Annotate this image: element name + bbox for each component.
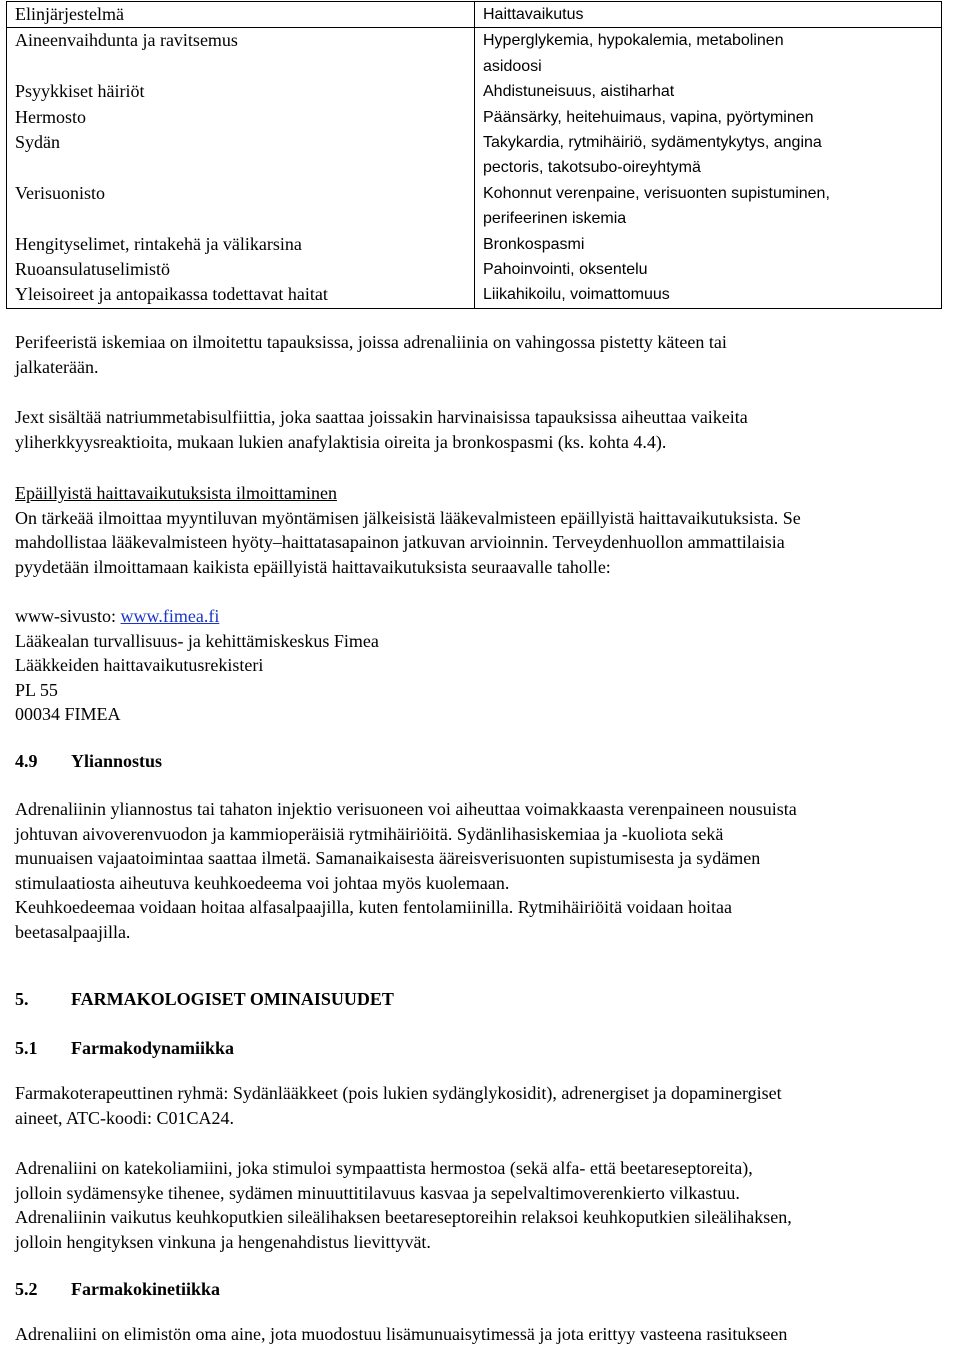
organ-spacer bbox=[15, 206, 466, 231]
adverse-effects-table bbox=[6, 1, 942, 309]
fimea-link[interactable]: www.fimea.fi bbox=[120, 606, 220, 626]
address-line: Lääkkeiden haittavaikutusrekisteri bbox=[15, 655, 264, 676]
section-number: 5. bbox=[15, 989, 29, 1009]
effect-item: Kohonnut verenpaine, verisuonten supistuminen, bbox=[483, 184, 830, 202]
effect-item: asidoosi bbox=[483, 57, 542, 75]
contact-block bbox=[15, 604, 379, 727]
paragraph-line: Jext sisältää natriummetabisulfiittia, joka saattaa joissakin harvinaisissa tapauksissa aiheuttaa vaikeita bbox=[15, 407, 748, 427]
address-line: PL 55 bbox=[15, 679, 58, 700]
section-5-1-heading bbox=[15, 1038, 234, 1059]
effect-item: Ahdistuneisuus, aistiharhat bbox=[483, 83, 675, 101]
paragraph-line: Adrenaliinin vaikutus keuhkoputkien sileälihaksen beetareseptoreihin relaksoi keuhkoputkien sileälihaksen, bbox=[15, 1207, 792, 1228]
header-adverse-effect: Haittavaikutus bbox=[475, 2, 942, 28]
organ-item: Hermosto bbox=[15, 106, 86, 127]
paragraph-line: jalkaterään. bbox=[15, 356, 99, 377]
effect-item: Päänsärky, heitehuimaus, vapina, pyörtyminen bbox=[483, 108, 814, 126]
organ-item: Hengityselimet, rintakehä ja välikarsina bbox=[15, 233, 302, 254]
adverse-effect-cell bbox=[475, 28, 942, 308]
website-label: www-sivusto: bbox=[15, 606, 121, 626]
section-title: Farmakokinetiikka bbox=[71, 1279, 221, 1299]
section-5-2-heading bbox=[15, 1279, 220, 1300]
paragraph-line: pyydetään ilmoittamaan kaikista epäillyistä haittavaikutuksista seuraavalle taholle: bbox=[15, 556, 611, 577]
section-number: 5.1 bbox=[15, 1038, 38, 1058]
effect-item: Takykardia, rytmihäiriö, sydämentykytys, angina bbox=[483, 134, 822, 152]
organ-item: Psyykkiset häiriöt bbox=[15, 81, 145, 102]
effect-item: Pahoinvointi, oksentelu bbox=[483, 261, 648, 279]
section-title: FARMAKOLOGISET OMINAISUUDET bbox=[71, 989, 394, 1009]
table-body-row bbox=[7, 28, 942, 308]
paragraph-line: Farmakoterapeuttinen ryhmä: Sydänlääkkeet (pois lukien sydänglykosidit), adrenergiset ja dopaminergiset bbox=[15, 1083, 782, 1103]
overdose-paragraph bbox=[15, 797, 797, 945]
section-4-9-heading bbox=[15, 751, 162, 772]
organ-item: Ruoansulatuselimistö bbox=[15, 259, 170, 280]
organ-item: Verisuonisto bbox=[15, 182, 105, 203]
pharmacotherapeutic-group bbox=[15, 1081, 782, 1130]
paragraph-line: Adrenaliinin yliannostus tai tahaton injektio verisuoneen voi aiheuttaa voimakkaasta verenpaineen nousuista bbox=[15, 799, 797, 819]
address-line: Lääkealan turvallisuus- ja kehittämiskeskus Fimea bbox=[15, 630, 379, 651]
organ-item: Yleisoireet ja antopaikassa todettavat haitat bbox=[15, 284, 328, 305]
paragraph-line: On tärkeää ilmoittaa myyntiluvan myöntämisen jälkeisistä lääkevalmisteen epäillyistä haittavaikutuksista. Se bbox=[15, 507, 801, 528]
paragraph-line: beetasalpaajilla. bbox=[15, 921, 131, 942]
paragraph-line: Perifeeristä iskemiaa on ilmoitettu tapauksissa, joissa adrenaliinia on vahingossa pistetty käteen tai bbox=[15, 332, 727, 352]
organ-item: Sydän bbox=[15, 132, 60, 153]
paragraph-line: Keuhkoedeemaa voidaan hoitaa alfasalpaajilla, kuten fentolamiinilla. Rytmihäiriöitä voidaan hoitaa bbox=[15, 897, 733, 918]
reporting-heading: Epäillyistä haittavaikutuksista ilmoittaminen bbox=[15, 483, 337, 503]
address-line: 00034 FIMEA bbox=[15, 704, 121, 725]
effect-item: perifeerinen iskemia bbox=[483, 210, 627, 228]
mechanism-paragraph bbox=[15, 1156, 792, 1254]
section-title: Farmakodynamiikka bbox=[71, 1038, 235, 1058]
organ-spacer bbox=[15, 155, 466, 180]
paragraph-line: Adrenaliini on elimistön oma aine, jota muodostuu lisämunuaisytimessä ja jota erittyy vasteena rasitukseen bbox=[15, 1324, 788, 1344]
pharmacokinetics-paragraph bbox=[15, 1322, 787, 1347]
paragraph-line: munuaisen vajaatoimintaa saattaa ilmetä. Samanaikaisesta ääreisverisuonten supistumisesta ja sydämen bbox=[15, 848, 761, 869]
paragraph-line: stimulaatiosta aiheutuva keuhkoedeema voi johtaa myös kuolemaan. bbox=[15, 872, 510, 893]
section-5-heading bbox=[15, 989, 394, 1010]
organ-item: Aineenvaihdunta ja ravitsemus bbox=[15, 30, 238, 51]
reporting-section bbox=[15, 481, 801, 579]
effect-item: pectoris, takotsubo-oireyhtymä bbox=[483, 159, 701, 177]
effect-item: Bronkospasmi bbox=[483, 235, 585, 253]
paragraph-line: mahdollistaa lääkevalmisteen hyöty–haittatasapainon jatkuvan arvioinnin. Terveydenhuollon ammattilaisia bbox=[15, 532, 785, 553]
paragraph-line: jolloin sydämensyke tihenee, sydämen minuuttitilavuus kasvaa ja sepelvaltimoverenkierto vilkastuu. bbox=[15, 1182, 740, 1203]
paragraph-line: aineet, ATC-koodi: C01CA24. bbox=[15, 1107, 234, 1128]
sulfite-paragraph bbox=[15, 405, 748, 454]
paragraph-line: johtuvan aivoverenvuodon ja kammioperäisiä rytmihäiriöitä. Sydänlihasiskemiaa ja -kuoliota sekä bbox=[15, 823, 724, 844]
paragraph-line: Adrenaliini on katekoliamiini, joka stimuloi sympaattista hermostoa (sekä alfa- että beetareseptoreita), bbox=[15, 1158, 753, 1178]
header-organ-system: Elinjärjestelmä bbox=[7, 2, 475, 28]
paragraph-line: yliherkkyysreaktioita, mukaan lukien anafylaktisia oireita ja bronkospasmi (ks. kohta 4.4). bbox=[15, 431, 667, 452]
section-title: Yliannostus bbox=[71, 751, 163, 771]
paragraph-line: jolloin hengityksen vinkuna ja hengenahdistus lievittyvät. bbox=[15, 1231, 431, 1252]
website-line bbox=[15, 604, 379, 629]
organ-spacer bbox=[15, 54, 466, 79]
table-header-row bbox=[7, 2, 942, 28]
effect-item: Hyperglykemia, hypokalemia, metabolinen bbox=[483, 32, 784, 50]
ischemia-paragraph bbox=[15, 330, 727, 379]
section-number: 4.9 bbox=[15, 751, 38, 771]
section-number: 5.2 bbox=[15, 1279, 38, 1299]
organ-system-cell bbox=[7, 28, 475, 308]
effect-item: Liikahikoilu, voimattomuus bbox=[483, 286, 670, 304]
